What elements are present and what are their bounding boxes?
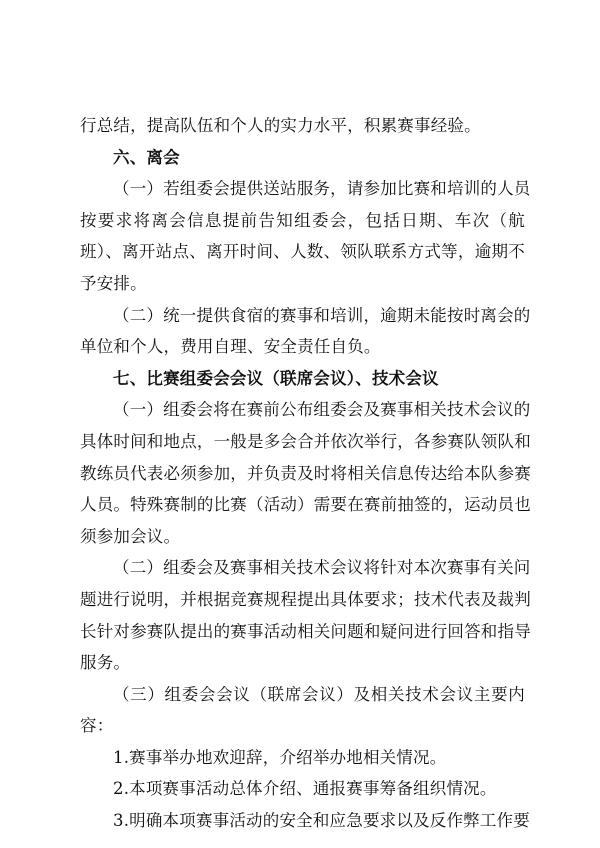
- paragraph-line: 班）、离开站点、离开时间、人数、领队联系方式等，逾期不: [80, 242, 525, 262]
- section-heading: 六、离会: [113, 147, 180, 167]
- paragraph-line: （一）若组委会提供送站服务，请参加比赛和培训的人员: [113, 179, 531, 199]
- paragraph-line: 行总结，提高队伍和个人的实力水平，积累赛事经验。: [80, 116, 481, 135]
- paragraph-line: 教练员代表必须参加，并负责及时将相关信息传达给本队参赛: [80, 463, 531, 483]
- paragraph-line: 具体时间和地点，一般是多会合并依次举行，各参赛队领队和: [80, 431, 531, 451]
- list-item: 3.明确本项赛事活动的安全和应急要求以及反作弊工作要: [113, 811, 530, 831]
- paragraph-line: 人员。特殊赛制的比赛（活动）需要在赛前抽签的，运动员也: [80, 495, 531, 515]
- paragraph-line: 单位和个人，费用自理、安全责任自负。: [80, 337, 381, 357]
- paragraph-line: 长针对参赛队提出的赛事活动相关问题和疑问进行回答和指导: [80, 621, 531, 641]
- document-body: [80, 110, 531, 837]
- paragraph-line: （三）组委会会议（联席会议）及相关技术会议主要内: [113, 684, 525, 704]
- section-heading: 七、比赛组委会会议（联席会议）、技术会议: [113, 368, 439, 388]
- paragraph-line: （二）组委会及赛事相关技术会议将针对本次赛事有关问: [113, 558, 531, 578]
- paragraph-line: 题进行说明，并根据竞赛规程提出具体要求；技术代表及裁判: [80, 589, 531, 609]
- list-item: 2.本项赛事活动总体介绍、通报赛事筹备组织情况。: [113, 779, 497, 799]
- paragraph-line: 容：: [80, 716, 114, 736]
- paragraph-line: 须参加会议。: [80, 526, 181, 546]
- paragraph-line: 予安排。: [80, 273, 147, 293]
- paragraph-line: （一）组委会将在赛前公布组委会及赛事相关技术会议的: [113, 400, 531, 420]
- paragraph-line: （二）统一提供食宿的赛事和培训，逾期未能按时离会的: [113, 305, 531, 325]
- list-item: 1.赛事举办地欢迎辞，介绍举办地相关情况。: [113, 747, 447, 767]
- paragraph-line: 服务。: [80, 653, 131, 673]
- paragraph-line: 按要求将离会信息提前告知组委会，包括日期、车次（航: [80, 210, 525, 230]
